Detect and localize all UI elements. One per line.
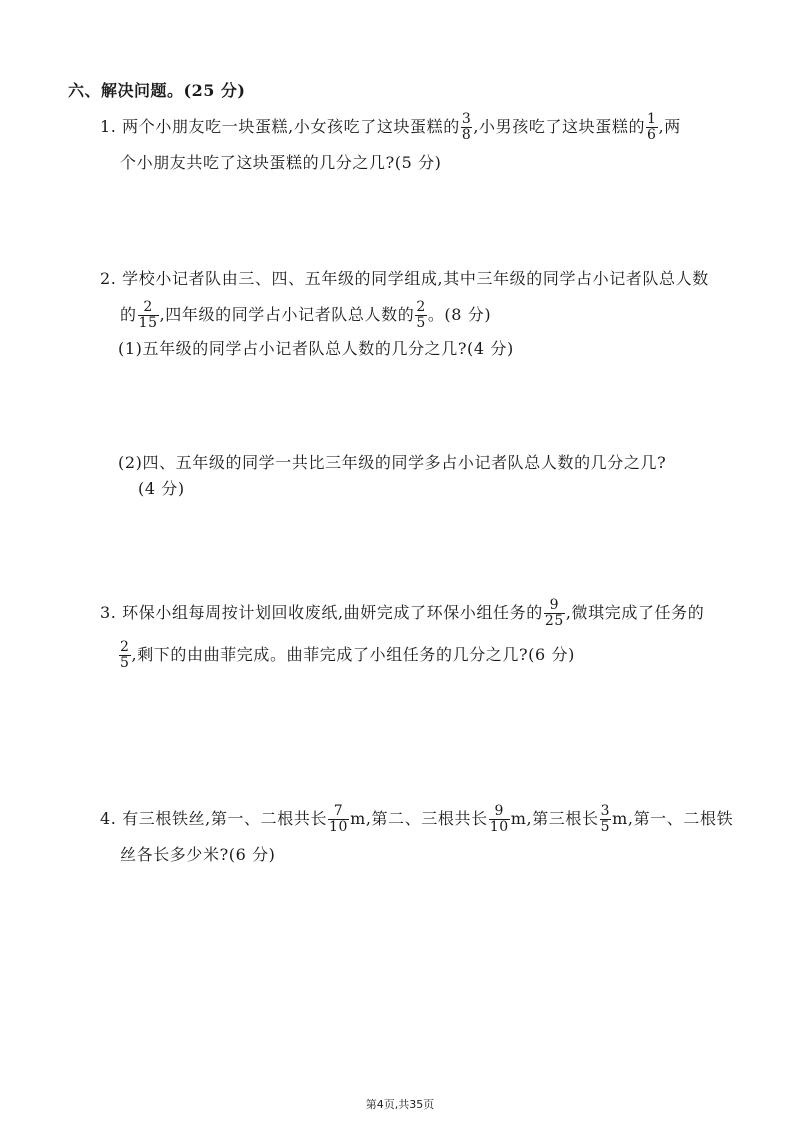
fraction-denominator: 6 xyxy=(647,127,657,143)
q3-text-c: ,剩下的由曲菲完成。曲菲完成了小组任务的几分之几?(6 分) xyxy=(131,645,575,664)
q1-fraction-boy xyxy=(646,112,658,143)
q1-text-a: 1. 两个小朋友吃一块蛋糕,小女孩吃了这块蛋糕的 xyxy=(100,117,460,136)
fraction-numerator: 7 xyxy=(333,803,344,819)
question-3-line-2 xyxy=(118,640,575,671)
q2-text-a: 的 xyxy=(120,305,137,324)
question-2-line-1: 2. 学校小记者队由三、四、五年级的同学组成,其中三年级的同学占小记者队总人数 xyxy=(100,269,709,288)
fraction-numerator: 3 xyxy=(461,111,472,127)
section-title: 六、解决问题。(25 分) xyxy=(68,81,246,100)
q1-text-b: ,小男孩吃了这块蛋糕的 xyxy=(473,117,646,136)
fraction-numerator: 1 xyxy=(647,111,657,127)
page-footer: 第4页,共35页 xyxy=(365,1098,435,1111)
fraction-denominator: 8 xyxy=(461,127,472,143)
q4-text-d: m,第一、二根铁 xyxy=(612,809,734,828)
q4-fraction-first-second xyxy=(328,804,349,835)
fraction-numerator: 9 xyxy=(494,803,504,819)
q3-text-b: ,微琪完成了任务的 xyxy=(565,603,705,622)
q4-fraction-second-third xyxy=(489,804,510,835)
q1-fraction-girl xyxy=(461,112,473,143)
question-3-line-1 xyxy=(100,598,704,629)
question-2-line-2 xyxy=(120,300,491,331)
q4-text-a: 4. 有三根铁丝,第一、二根共长 xyxy=(100,809,328,828)
q2-fraction-grade3 xyxy=(138,300,159,331)
q2-text-b: ,四年级的同学占小记者队总人数的 xyxy=(159,305,415,324)
q3-text-a: 3. 环保小组每周按计划回收废纸,曲妍完成了环保小组任务的 xyxy=(100,603,543,622)
fraction-denominator: 5 xyxy=(416,315,426,331)
question-2-sub-1: (1)五年级的同学占小记者队总人数的几分之几?(4 分) xyxy=(118,339,514,358)
fraction-numerator: 3 xyxy=(600,803,611,819)
fraction-denominator: 5 xyxy=(120,655,130,671)
q3-fraction-quyan xyxy=(544,598,565,629)
question-1-line-2: 个小朋友共吃了这块蛋糕的几分之几?(5 分) xyxy=(120,153,442,172)
question-4-line-2: 丝各长多少米?(6 分) xyxy=(120,845,276,864)
q4-text-b: m,第二、三根共长 xyxy=(350,809,488,828)
q1-text-c: ,两 xyxy=(658,117,681,136)
fraction-numerator: 2 xyxy=(416,299,426,315)
fraction-numerator: 2 xyxy=(143,299,153,315)
fraction-numerator: 9 xyxy=(549,597,560,613)
q2-fraction-grade4 xyxy=(415,300,427,331)
fraction-denominator: 15 xyxy=(138,315,158,331)
question-4-line-1 xyxy=(100,804,733,835)
q4-fraction-third xyxy=(600,804,612,835)
fraction-denominator: 25 xyxy=(544,613,564,629)
fraction-denominator: 5 xyxy=(600,819,611,835)
fraction-denominator: 10 xyxy=(489,819,509,835)
fraction-numerator: 2 xyxy=(120,639,130,655)
fraction-denominator: 10 xyxy=(329,819,349,835)
question-2-sub-2-line-1: (2)四、五年级的同学一共比三年级的同学多占小记者队总人数的几分之几? xyxy=(118,453,667,472)
q3-fraction-weiqi xyxy=(119,640,131,671)
q4-text-c: m,第三根长 xyxy=(510,809,599,828)
q2-text-c: 。(8 分) xyxy=(427,305,492,324)
question-2-sub-2-line-2: (4 分) xyxy=(138,479,185,498)
question-1-line-1 xyxy=(100,112,681,143)
